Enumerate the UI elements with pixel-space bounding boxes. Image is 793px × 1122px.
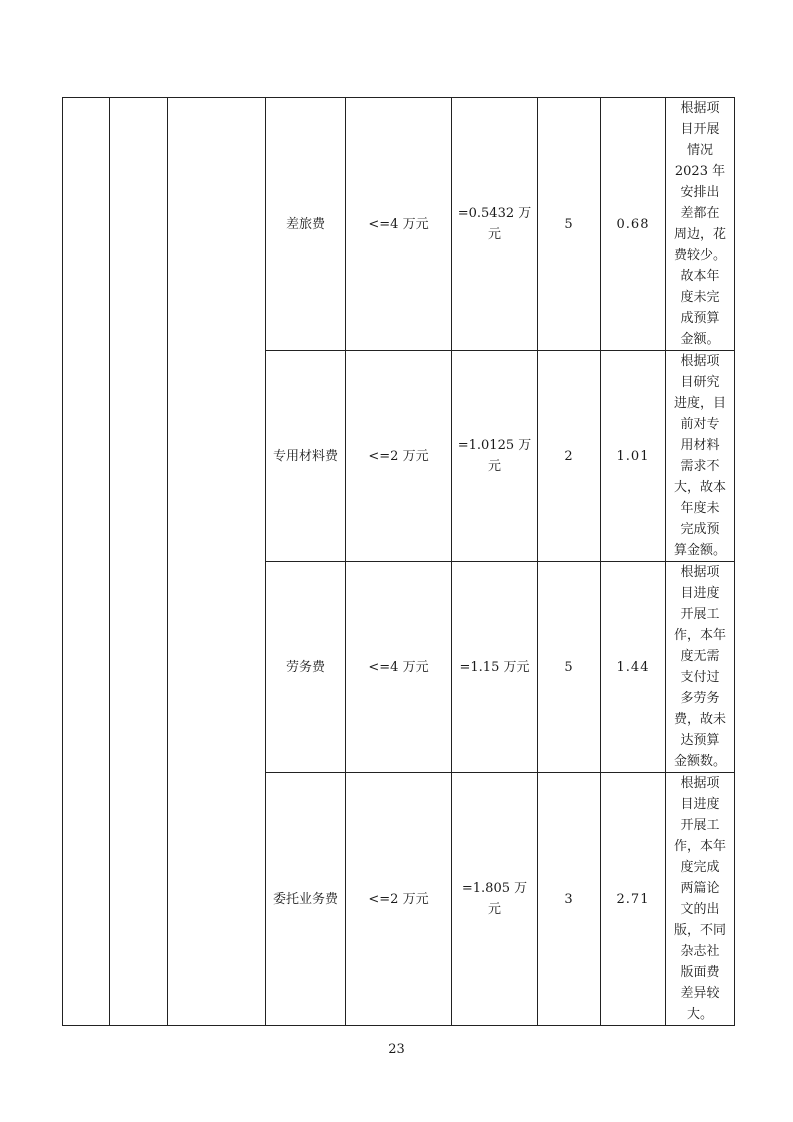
note-line: 完成预	[680, 522, 720, 537]
note-line: 两篇论	[680, 881, 720, 896]
note-line: 根据项	[680, 354, 720, 369]
note-line: 文的出	[680, 902, 720, 917]
note-line: 度完成	[680, 860, 720, 875]
note-line: 金额。	[680, 332, 720, 347]
target-value-cell: <=4 万元	[346, 562, 452, 773]
note-line: 目开展	[680, 122, 720, 137]
note-line: 用材料	[680, 438, 720, 453]
cost-item-cell: 专用材料费	[266, 351, 346, 562]
note-line: 版面费	[680, 965, 720, 980]
note-line: 安排出	[680, 185, 720, 200]
weight-cell: 5	[538, 562, 601, 773]
note-line: 根据项	[680, 776, 720, 791]
third-level-indicator-cell	[168, 98, 266, 1026]
note-line: 金额数。	[673, 754, 726, 769]
note-line: 开展工	[680, 607, 720, 622]
note-line: 度无需	[680, 649, 720, 664]
note-line: 故本年	[680, 269, 720, 284]
weight-cell: 2	[538, 351, 601, 562]
note-line: 根据项	[680, 565, 720, 580]
note-line: 算金额。	[673, 543, 726, 558]
note-line: 多劳务	[680, 691, 720, 706]
note-line: 进度，目	[673, 396, 726, 411]
weight-cell: 5	[538, 98, 601, 351]
actual-value-cell: =1.15 万元	[452, 562, 538, 773]
actual-value-cell: =1.805 万元	[452, 773, 538, 1026]
note-line: 情况	[686, 143, 713, 158]
deviation-reason-cell	[666, 98, 735, 351]
score-cell: 1.44	[601, 562, 666, 773]
note-line: 成预算	[680, 311, 720, 326]
note-line: 费，故未	[673, 712, 726, 727]
note-line: 作，本年	[673, 839, 726, 854]
target-value-cell: <=2 万元	[346, 351, 452, 562]
note-line: 度未完	[680, 290, 720, 305]
first-level-indicator-cell	[63, 98, 110, 1026]
note-line: 大，故本	[673, 480, 726, 495]
note-line: 杂志社	[680, 944, 720, 959]
note-line: 根据项	[680, 101, 720, 116]
table-row	[63, 98, 735, 351]
note-line: 大。	[686, 1007, 713, 1022]
performance-indicator-table	[62, 97, 735, 1026]
score-cell: 0.68	[601, 98, 666, 351]
note-line: 目进度	[680, 797, 720, 812]
note-line: 费较少。	[673, 248, 726, 263]
actual-value-cell: =1.0125 万元	[452, 351, 538, 562]
deviation-reason-cell	[666, 562, 735, 773]
score-cell: 2.71	[601, 773, 666, 1026]
note-line: 年度未	[680, 501, 720, 516]
note-line: 版，不同	[673, 923, 726, 938]
note-line: 周边，花	[673, 227, 726, 242]
weight-cell: 3	[538, 773, 601, 1026]
target-value-cell: <=2 万元	[346, 773, 452, 1026]
note-line: 差都在	[680, 206, 720, 221]
cost-item-cell: 委托业务费	[266, 773, 346, 1026]
second-level-indicator-cell	[110, 98, 168, 1026]
deviation-reason-cell	[666, 351, 735, 562]
note-line: 2023 年	[674, 164, 726, 179]
deviation-reason-cell	[666, 773, 735, 1026]
note-line: 作，本年	[673, 628, 726, 643]
note-line: 支付过	[680, 670, 720, 685]
cost-item-cell: 劳务费	[266, 562, 346, 773]
note-line: 前对专	[680, 417, 720, 432]
note-line: 目进度	[680, 586, 720, 601]
cost-item-cell: 差旅费	[266, 98, 346, 351]
note-line: 达预算	[680, 733, 720, 748]
actual-value-cell: =0.5432 万元	[452, 98, 538, 351]
score-cell: 1.01	[601, 351, 666, 562]
note-line: 需求不	[680, 459, 720, 474]
note-line: 差异较	[680, 986, 720, 1001]
page-number: 23	[388, 1042, 405, 1057]
note-line: 开展工	[680, 818, 720, 833]
target-value-cell: <=4 万元	[346, 98, 452, 351]
note-line: 目研究	[680, 375, 720, 390]
